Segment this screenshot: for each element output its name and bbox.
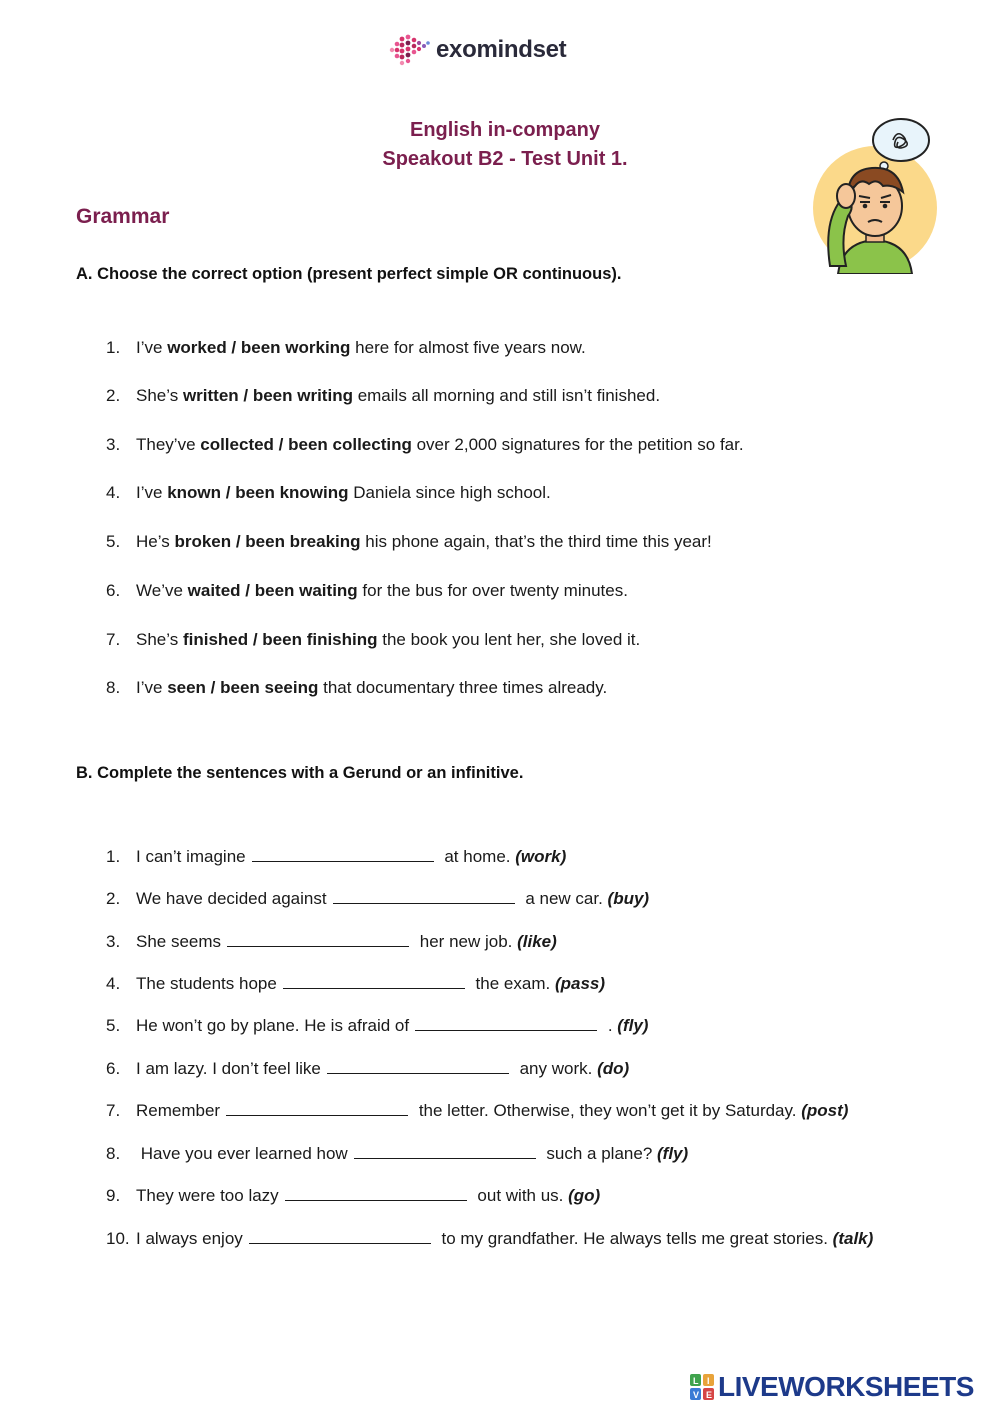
brand-dots-icon [388,32,430,68]
watermark-text: LIVEWORKSHEETS [718,1371,974,1402]
verb-hint: (buy) [607,889,650,908]
section-b-item: 4. The students hope the exam. (pass) [106,974,606,993]
option-choice[interactable]: written / been writing [182,386,353,405]
option-choice[interactable]: worked / been working [167,338,351,357]
verb-hint: (talk) [832,1229,874,1248]
option-choice[interactable]: waited / been waiting [187,581,358,600]
section-b-item: 2. We have decided against a new car. (buy) [106,889,650,908]
verb-hint: (pass) [554,974,606,993]
verb-hint: (fly) [617,1016,649,1035]
section-b-item: 3. She seems her new job. (like) [106,932,557,951]
liveworksheets-logo-icon [690,1374,714,1400]
brand-name: exomindset [436,36,567,63]
section-b-item: 6. I am lazy. I don’t feel like any work. (do) [106,1059,630,1078]
answer-blank[interactable] [226,1101,408,1116]
verb-hint: (do) [597,1059,630,1078]
grammar-heading: Grammar [76,205,170,228]
section-b-instruction: B. Complete the sentences with a Gerund or an infinitive. [76,764,524,782]
section-b-item: 10. I always enjoy to my grandfather. He always tells me great stories. (talk) [106,1229,874,1248]
option-choice[interactable]: broken / been breaking [174,532,361,551]
liveworksheets-watermark [690,1372,974,1402]
answer-blank[interactable] [333,889,515,904]
option-choice[interactable]: known / been knowing [167,483,349,502]
answer-blank[interactable] [415,1016,597,1031]
answer-blank[interactable] [227,932,409,947]
verb-hint: (work) [515,847,567,866]
verb-hint: (go) [568,1186,601,1205]
answer-blank[interactable] [252,847,434,862]
verb-hint: (like) [517,932,557,951]
section-a-item: 1. I’ve worked / been working here for almost five years now. [106,338,586,357]
watermark-letter: I [707,1376,710,1386]
section-a-item: 4. I’ve known / been knowing Daniela since high school. [106,483,551,502]
section-b-item: 8. Have you ever learned how such a plane? (fly) [106,1144,689,1163]
section-a-item: 3. They’ve collected / been collecting over 2,000 signatures for the petition so far. [106,435,744,454]
answer-blank[interactable] [249,1229,431,1244]
section-a-item: 5. He’s broken / been breaking his phone again, that’s the third time this year! [106,532,712,551]
verb-hint: (fly) [657,1144,689,1163]
section-a-instruction: A. Choose the correct option (present perfect simple OR continuous). [76,265,622,283]
document-title: English in-company [409,119,601,141]
watermark-letter: V [693,1390,700,1400]
verb-hint: (post) [801,1101,849,1120]
section-a-item: 6. We’ve waited / been waiting for the bus for over twenty minutes. [106,581,628,600]
watermark-letter: E [706,1390,713,1400]
document-subtitle: Speakout B2 - Test Unit 1. [382,148,628,170]
option-choice[interactable]: collected / been collecting [200,435,412,454]
watermark-letter: L [693,1376,699,1386]
answer-blank[interactable] [354,1144,536,1159]
confused-boy-illustration [808,116,943,274]
section-b-item: 9. They were too lazy out with us. (go) [106,1186,601,1205]
section-b-item: 5. He won’t go by plane. He is afraid of . (fly) [106,1016,649,1035]
answer-blank[interactable] [283,974,465,989]
brand-logo [388,32,566,68]
section-a-item: 2. She’s written / been writing emails all morning and still isn’t finished. [106,386,661,405]
answer-blank[interactable] [285,1186,467,1201]
section-b-item: 7. Remember the letter. Otherwise, they won’t get it by Saturday. (post) [106,1101,849,1120]
option-choice[interactable]: seen / been seeing [167,678,319,697]
section-a-item: 8. I’ve seen / been seeing that documentary three times already. [106,678,608,697]
option-choice[interactable]: finished / been finishing [182,630,378,649]
section-a-item: 7. She’s finished / been finishing the book you lent her, she loved it. [106,630,641,649]
section-b-item: 1. I can’t imagine at home. (work) [106,847,567,866]
answer-blank[interactable] [327,1059,509,1074]
